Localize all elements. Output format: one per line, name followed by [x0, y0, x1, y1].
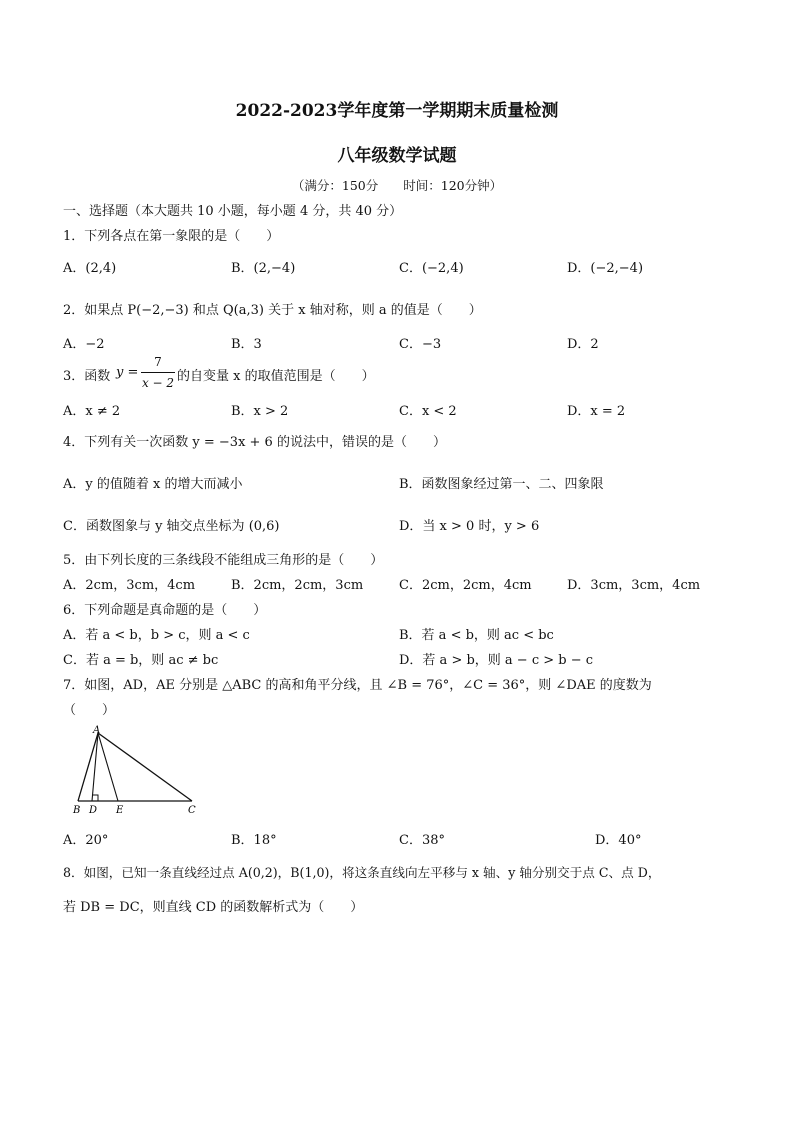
q7-stem-continued: （ ）	[63, 703, 116, 718]
label-e: E	[116, 805, 124, 816]
q2-option-d: D．2	[567, 337, 599, 352]
exam-subtitle: 八年级数学试题	[337, 146, 457, 166]
q6-option-d: D．若 a > b，则 a − c > b − c	[399, 653, 594, 668]
q2-option-b: B．3	[231, 337, 262, 352]
q3-fraction-denominator: x − 2	[141, 376, 175, 390]
q3-option-a: A．x ≠ 2	[63, 404, 121, 419]
exam-title: 2022-2023学年度第一学期期末质量检测	[235, 101, 559, 121]
q6-option-b: B．若 a < b，则 ac < bc	[399, 628, 554, 643]
q4-option-b: B．函数图象经过第一、二、四象限	[399, 477, 604, 492]
q6-option-c: C．若 a = b，则 ac ≠ bc	[63, 653, 219, 668]
q4-stem: 4．下列有关一次函数 y = −3x + 6 的说法中，错误的是（ ）	[63, 435, 446, 450]
section-heading: 一、选择题（本大题共 10 小题，每小题 4 分，共 40 分）	[63, 204, 403, 219]
q3-option-c: C．x < 2	[399, 404, 457, 419]
q3-option-d: D．x = 2	[567, 404, 626, 419]
q3-stem-pre: 3．函数	[63, 369, 111, 384]
q7-option-a: A．20°	[63, 833, 109, 848]
label-a: A	[93, 725, 101, 736]
q7-option-b: B．18°	[231, 833, 277, 848]
q7-option-c: C．38°	[399, 833, 445, 848]
q6-option-a: A．若 a < b，b > c，则 a < c	[63, 628, 250, 643]
q1-option-c: C．(−2,4)	[399, 261, 464, 276]
q5-option-b: B．2cm，2cm，3cm	[231, 578, 364, 593]
q5-stem: 5．由下列长度的三条线段不能组成三角形的是（ ）	[63, 553, 384, 568]
label-d: D	[89, 805, 98, 816]
label-c: C	[188, 805, 196, 816]
q7-option-d: D．40°	[595, 833, 642, 848]
q1-option-a: A．(2,4)	[63, 261, 117, 276]
bisector-ae	[98, 733, 118, 801]
q2-stem: 2．如果点 P(−2,−3) 和点 Q(a,3) 关于 x 轴对称，则 a 的值是（ ）	[63, 303, 482, 318]
q1-option-b: B．(2,−4)	[231, 261, 296, 276]
q2-option-a: A．−2	[63, 337, 105, 352]
q6-stem: 6．下列命题是真命题的是（ ）	[63, 603, 267, 618]
q5-option-c: C．2cm，2cm，4cm	[399, 578, 532, 593]
q8-stem-continued: 若 DB = DC，则直线 CD 的函数解析式为（ ）	[63, 900, 364, 915]
q3-option-b: B．x > 2	[231, 404, 289, 419]
exam-info: （满分：150分 时间：120分钟）	[291, 178, 503, 193]
q4-option-d: D．当 x > 0 时，y > 6	[399, 519, 540, 534]
q8-stem: 8．如图，已知一条直线经过点 A(0,2)，B(1,0)，将这条直线向左平移与 x 轴、y 轴分别交于点 C、点 D，	[63, 865, 661, 880]
q5-option-d: D．3cm，3cm，4cm	[567, 578, 701, 593]
q7-stem: 7．如图，AD，AE 分别是 △ABC 的高和角平分线，且 ∠B = 76°，∠C = 36°，则 ∠DAE 的度数为	[63, 678, 652, 693]
q1-stem: 1．下列各点在第一象限的是（ ）	[63, 229, 280, 244]
triangle-figure	[70, 725, 200, 820]
label-b: B	[73, 805, 81, 816]
q2-option-c: C．−3	[399, 337, 442, 352]
q1-option-d: D．(−2,−4)	[567, 261, 644, 276]
q3-func-lhs: y =	[116, 365, 139, 380]
q3-fraction-bar	[141, 372, 175, 373]
q3-stem-post: 的自变量 x 的取值范围是（ ）	[177, 369, 375, 384]
q4-option-a: A．y 的值随着 x 的增大而减小	[63, 477, 243, 492]
q4-option-c: C．函数图象与 y 轴交点坐标为 (0,6)	[63, 519, 280, 534]
q3-fraction-numerator: 7	[154, 355, 162, 369]
q5-option-a: A．2cm，3cm，4cm	[63, 578, 196, 593]
side-ac	[98, 733, 192, 801]
